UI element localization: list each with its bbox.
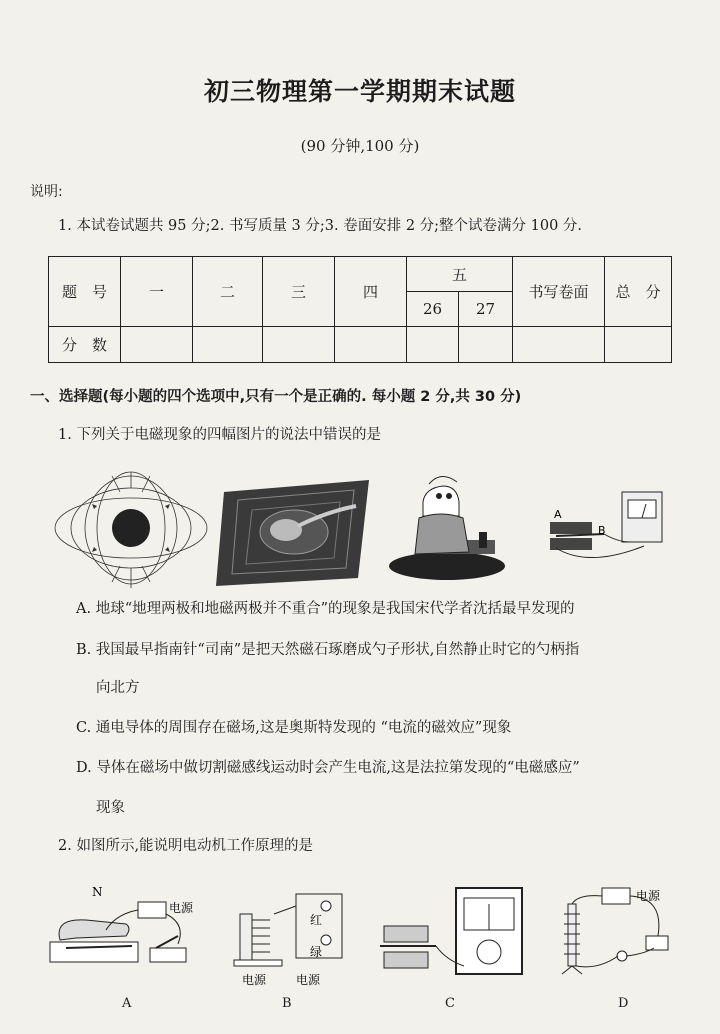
score-header-cell: 三 bbox=[263, 257, 335, 327]
fig-b-caption: B bbox=[282, 996, 292, 1011]
fig-d-power-label: 电源 bbox=[636, 889, 661, 903]
fig-b-green-label: 绿 bbox=[310, 945, 323, 959]
fig-b-power2-label: 电源 bbox=[296, 973, 321, 987]
score-row-label: 分 数 bbox=[49, 327, 121, 363]
oersted-scientist-figure bbox=[385, 462, 507, 582]
score-header-cell: 四 bbox=[335, 257, 407, 327]
figure-b-relay bbox=[230, 884, 352, 988]
q1-option-b-cont: 向北方 bbox=[96, 680, 140, 696]
score-header-cell: 题 号 bbox=[49, 257, 121, 327]
fig-d-caption: D bbox=[618, 996, 629, 1011]
score-header-cell: 书写卷面 bbox=[513, 257, 605, 327]
score-blank-cell bbox=[459, 327, 513, 363]
fig-b-power1-label: 电源 bbox=[242, 973, 267, 987]
score-blank-cell bbox=[335, 327, 407, 363]
score-sub-cell: 27 bbox=[459, 292, 513, 327]
score-blank-cell bbox=[605, 327, 672, 363]
score-blank-cell bbox=[513, 327, 605, 363]
q1-option-b: B. 我国最早指南针“司南”是把天然磁石琢磨成勺子形状,自然静止时它的勺柄指 bbox=[76, 642, 580, 658]
terminal-b-label: B bbox=[598, 524, 606, 537]
score-sub-cell: 26 bbox=[407, 292, 459, 327]
fig-a-n-label: N bbox=[92, 885, 103, 899]
fig-a-power-label: 电源 bbox=[169, 901, 194, 915]
question-1-stem: 1. 下列关于电磁现象的四幅图片的说法中错误的是 bbox=[58, 427, 381, 443]
score-header-cell: 五 bbox=[407, 257, 513, 292]
score-header-cell: 总 分 bbox=[605, 257, 672, 327]
q1-option-d: D. 导体在磁场中做切割磁感线运动时会产生电流,这是法拉第发现的“电磁感应” bbox=[76, 760, 580, 776]
score-blank-cell bbox=[121, 327, 193, 363]
figure-a-generator bbox=[46, 884, 206, 984]
q1-option-a: A. 地球“地理两极和地磁两极并不重合”的现象是我国宋代学者沈括最早发现的 bbox=[76, 601, 575, 617]
exam-title: 初三物理第一学期期末试题 bbox=[203, 77, 516, 106]
score-header-cell: 一 bbox=[121, 257, 193, 327]
score-table bbox=[48, 256, 672, 363]
figure-c-galvanometer bbox=[376, 880, 536, 990]
fig-b-red-label: 红 bbox=[310, 913, 323, 927]
fig-a-caption: A bbox=[122, 996, 132, 1011]
note-text: 1. 本试卷试题共 95 分;2. 书写质量 3 分;3. 卷面安排 2 分;整个试卷满分 100 分. bbox=[58, 218, 583, 234]
electromagnetic-induction-figure bbox=[548, 486, 666, 570]
exam-subtitle: (90 分钟,100 分) bbox=[300, 137, 420, 155]
fig-c-caption: C bbox=[445, 996, 455, 1011]
q1-option-c: C. 通电导体的周围存在磁场,这是奥斯特发现的 “电流的磁效应”现象 bbox=[76, 720, 512, 736]
q1-option-d-cont: 现象 bbox=[96, 800, 125, 816]
question-2-stem: 2. 如图所示,能说明电动机工作原理的是 bbox=[58, 838, 314, 854]
score-header-cell: 二 bbox=[193, 257, 263, 327]
section-heading: 一、选择题(每小题的四个选项中,只有一个是正确的. 每小题 2 分,共 30 分) bbox=[30, 389, 522, 405]
score-blank-cell bbox=[407, 327, 459, 363]
earth-magnetic-field-figure bbox=[52, 470, 210, 592]
note-label: 说明: bbox=[30, 184, 63, 200]
score-blank-cell bbox=[193, 327, 263, 363]
sinan-compass-figure bbox=[216, 478, 369, 586]
terminal-a-label: A bbox=[554, 508, 562, 521]
figure-d-electromagnet bbox=[548, 884, 710, 988]
score-blank-cell bbox=[263, 327, 335, 363]
